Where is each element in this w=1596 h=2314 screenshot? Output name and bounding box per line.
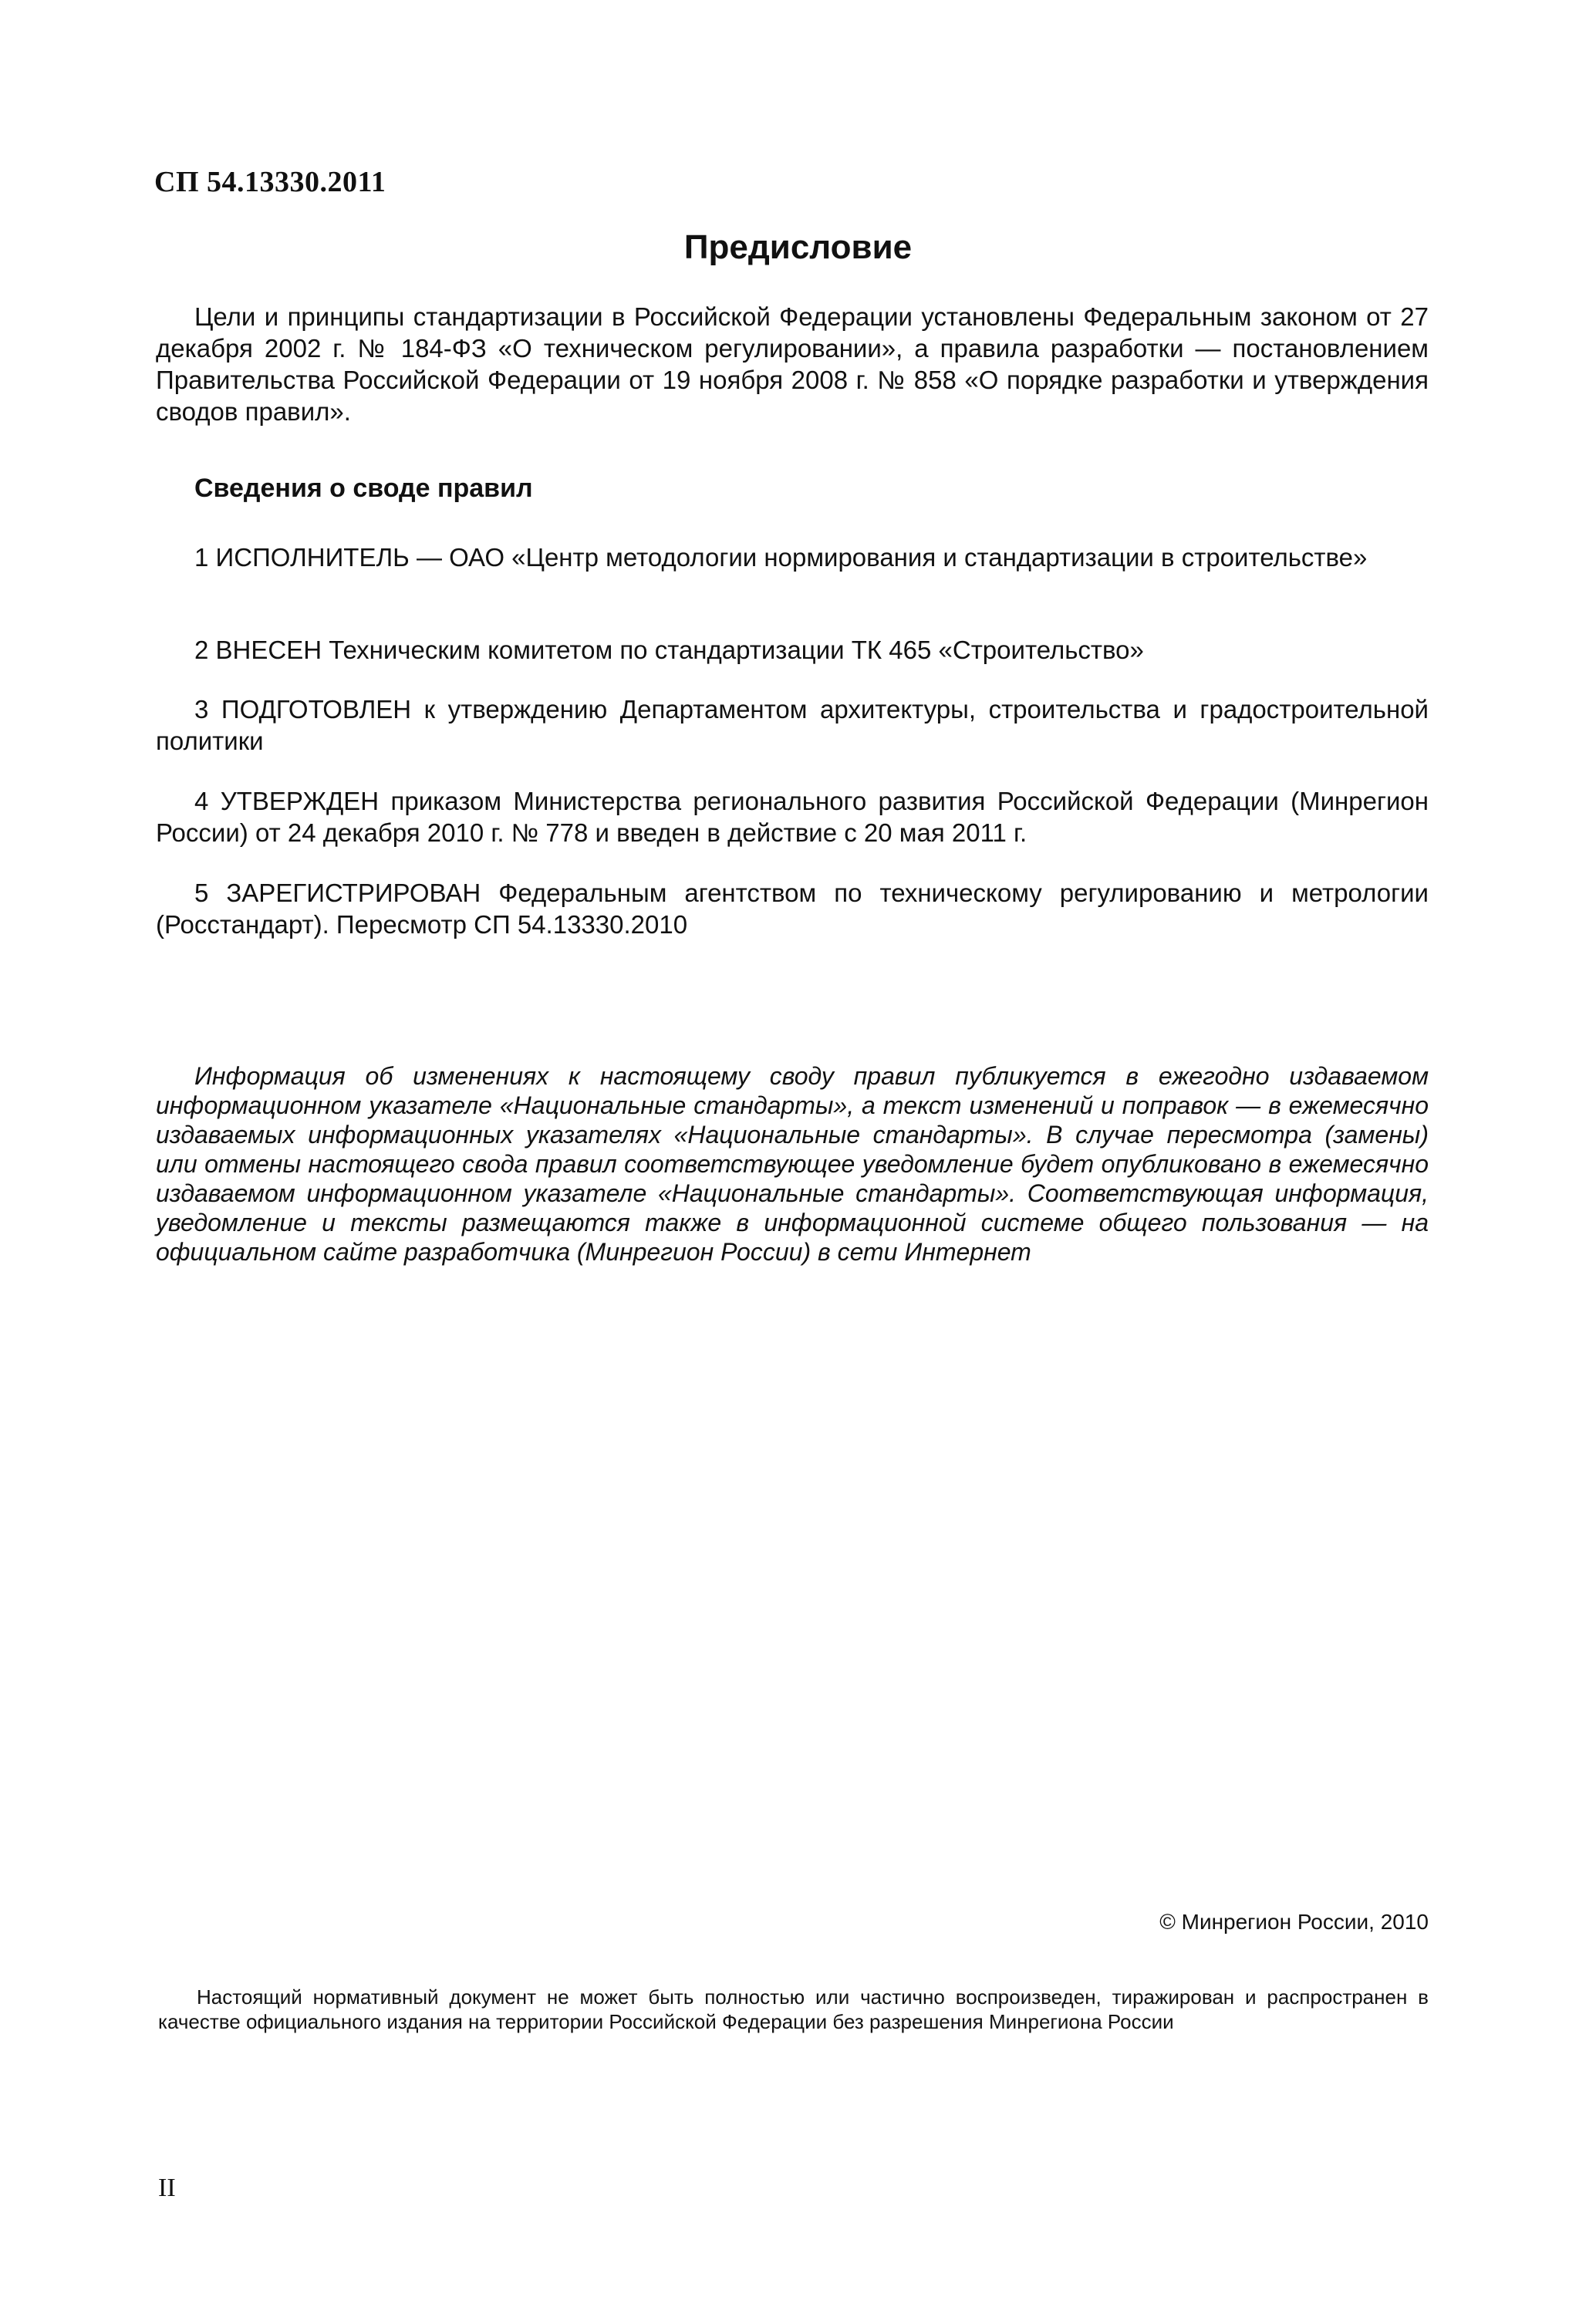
- info-heading: Сведения о своде правил: [194, 474, 533, 503]
- changes-notice: Информация об изменениях к настоящему своду правил публикуется в ежегодно издаваемом информационном указателе «Национальные стандарты», а текст изменений и поправок — в ежемесячно издаваемых информационных указателях «Национальные стандарты». В случае пересмотра (замены) или отмены настоящего свода правил соответствующее уведомление будет опубликовано в ежемесячно издаваемом информационном указателе «Национальные стандарты». Соответствующая информация, уведомление и тексты размещаются также в информационной системе общего пользования — на официальном сайте разработчика (Минрегион России) в сети Интернет: [156, 1062, 1429, 1266]
- document-code: СП 54.13330.2011: [154, 166, 386, 198]
- page-title: Предисловие: [683, 228, 913, 266]
- info-item-introduced: 2 ВНЕСЕН Техническим комитетом по стандартизации ТК 465 «Строительство»: [194, 636, 1144, 664]
- preface-intro-paragraph: Цели и принципы стандартизации в Российской Федерации установлены Федеральным законом от 27 декабря 2002 г. № 184-ФЗ «О техническом регулировании», а правила разработки — постановлением Правительства Российской Федерации от 19 ноября 2008 г. № 858 «О порядке разработки и утверждения сводов правил».: [156, 302, 1429, 426]
- info-item-executor: 1 ИСПОЛНИТЕЛЬ — ОАО «Центр методологии нормирования и стандартизации в строительстве»: [194, 543, 1368, 572]
- info-item-prepared: 3 ПОДГОТОВЛЕН к утверждению Департаментом архитектуры, строительства и градостроительной политики: [156, 695, 1429, 755]
- info-item-approved: 4 УТВЕРЖДЕН приказом Министерства регионального развития Российской Федерации (Минрегион России) от 24 декабря 2010 г. № 778 и введен в действие с 20 мая 2011 г.: [156, 787, 1429, 847]
- page-number: II: [158, 2174, 176, 2202]
- info-item-registered: 5 ЗАРЕГИСТРИРОВАН Федеральным агентством по техническому регулированию и метрологии (Росстандарт). Пересмотр СП 54.13330.2010: [156, 879, 1429, 939]
- reproduction-note: Настоящий нормативный документ не может быть полностью или частично воспроизведен, тиражирован и распространен в качестве официального издания на территории Российской Федерации без разрешения Минрегиона России: [158, 1985, 1429, 2033]
- copyright-notice: © Минрегион России, 2010: [1159, 1910, 1429, 1934]
